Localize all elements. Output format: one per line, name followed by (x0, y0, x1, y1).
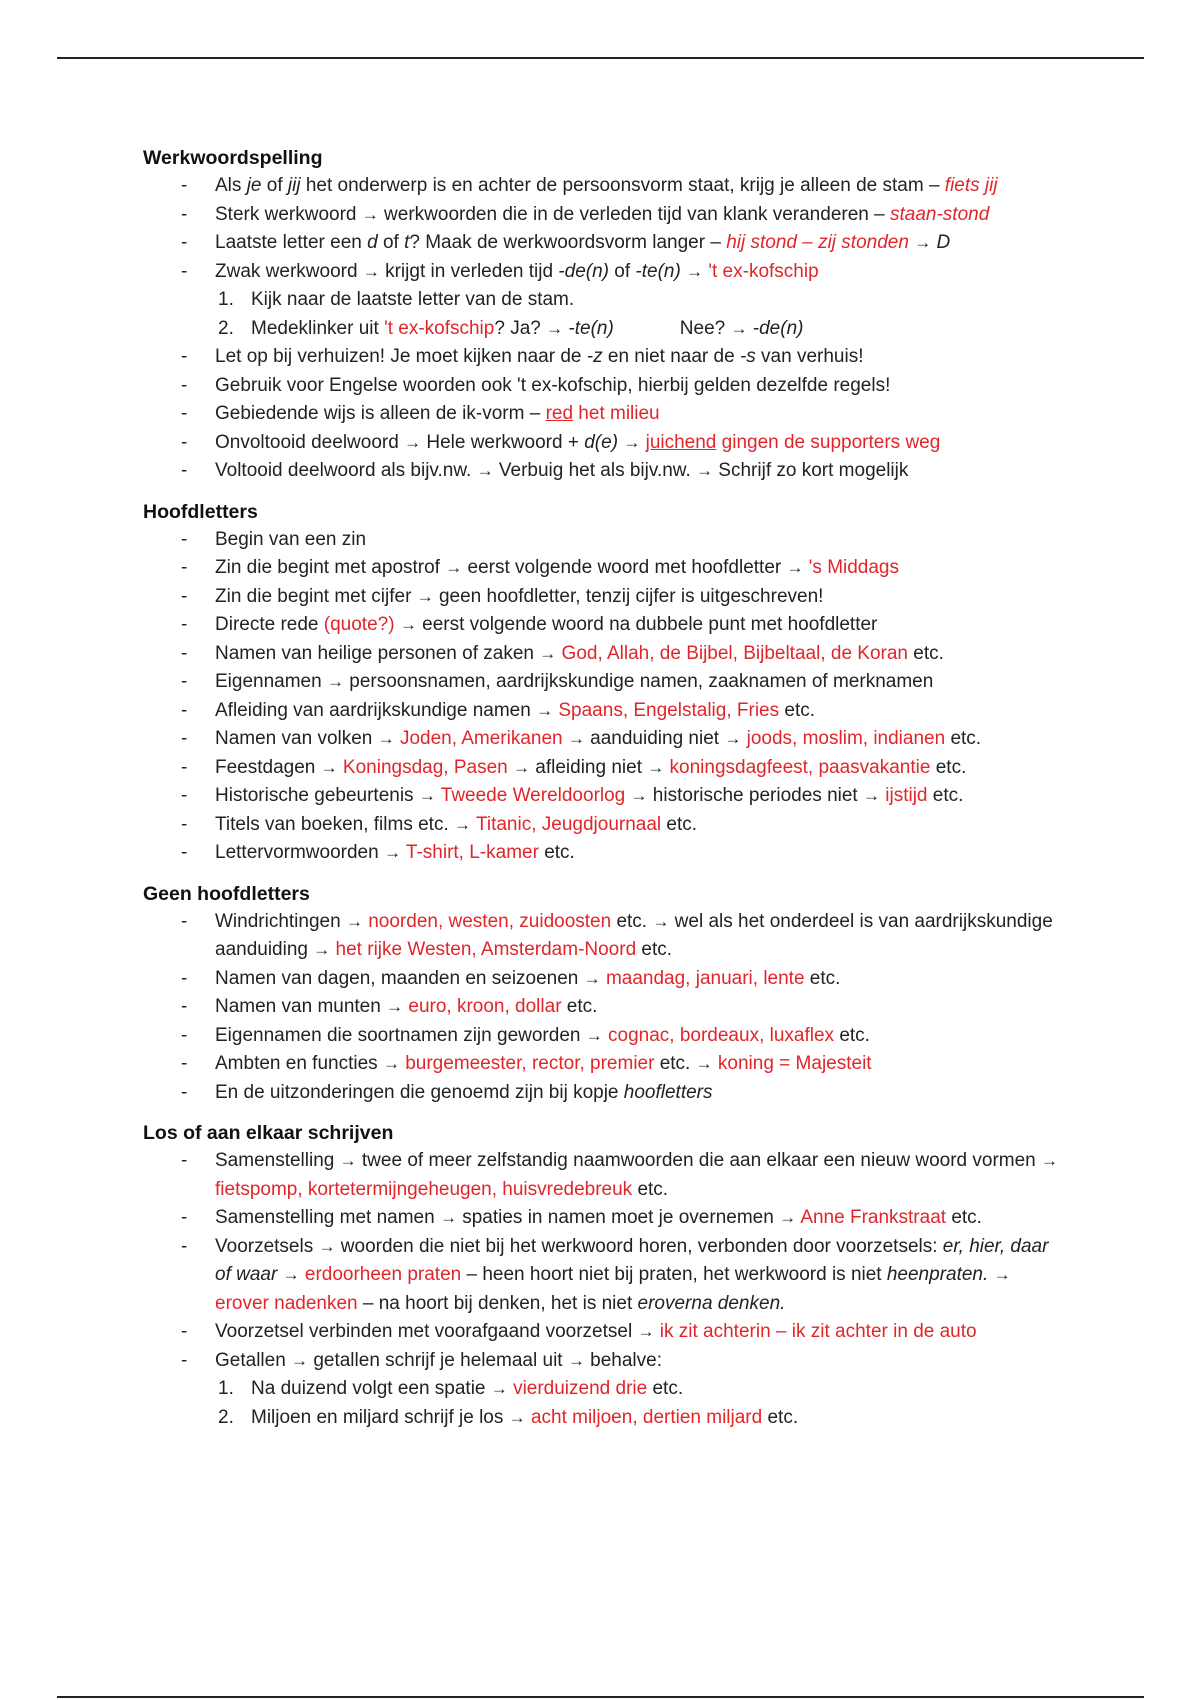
arrow-icon: → (282, 1265, 300, 1284)
arrow-icon: → (386, 997, 404, 1016)
arrow-icon: → (686, 261, 704, 281)
list-item: - Sterk werkwoord → werkwoorden die in de verleden tijd van klank veranderen – staan-stond (143, 201, 1063, 230)
arrow-icon: → (476, 461, 494, 480)
arrow-icon: → (647, 757, 665, 777)
arrow-icon: → (696, 461, 714, 480)
list-item: - Samenstelling met namen → spaties in namen moet je overnemen → Anne Frankstraat etc. (143, 1204, 1063, 1233)
bottom-rule (57, 1696, 1144, 1698)
arrow-icon: → (730, 318, 748, 338)
arrow-icon: → (508, 1407, 526, 1427)
section-werkwoordspelling (143, 144, 1063, 486)
arrow-icon: → (361, 204, 379, 224)
arrow-icon: → (313, 940, 331, 959)
arrow-icon: → (567, 729, 585, 748)
arrow-icon: → (786, 558, 804, 577)
list-item: - Voorzetsel verbinden met voorafgaand voorzetsel → ik zit achterin – ik zit achter in de auto (143, 1318, 1063, 1347)
arrow-icon: → (585, 1025, 603, 1045)
list-item: - Historische gebeurtenis → Tweede Wereldoorlog → historische periodes niet → ijstijd etc. (143, 782, 1063, 811)
arrow-icon: → (439, 1208, 457, 1227)
list-item: - Laatste letter een d of t? Maak de werkwoordsvorm langer – hij stond – zij stonden → D (143, 229, 1063, 258)
arrow-icon: → (382, 1054, 400, 1073)
list-item: - Namen van volken → Joden, Amerikanen → aanduiding niet → joods, moslim, indianen etc. (143, 725, 1063, 754)
list-item: - Windrichtingen → noorden, westen, zuidoosten etc. → wel als het onderdeel is van aardrijkskundige aanduiding → het rijke Westen, Amsterdam-Noord etc. (143, 908, 1063, 965)
arrow-icon: → (339, 1151, 357, 1170)
bullet-list (143, 1147, 1063, 1375)
top-rule (57, 57, 1144, 59)
arrow-icon: → (445, 558, 463, 577)
list-item: - Eigennamen → persoonsnamen, aardrijkskundige namen, zaaknamen of merknamen (143, 668, 1063, 697)
section-title: Hoofdletters (143, 500, 258, 523)
list-item: - Ambten en functies → burgemeester, rector, premier etc. → koning = Majesteit (143, 1050, 1063, 1079)
list-item: - Lettervormwoorden → T-shirt, L-kamer etc. (143, 839, 1063, 868)
document-body (143, 144, 1063, 1444)
arrow-icon: → (418, 786, 436, 805)
arrow-icon: → (779, 1208, 797, 1227)
bullet-list (143, 172, 1063, 286)
arrow-icon: → (404, 432, 422, 452)
arrow-icon: → (567, 1350, 585, 1370)
arrow-icon: → (377, 729, 395, 748)
arrow-icon: → (652, 911, 670, 931)
bullet-list (143, 343, 1063, 486)
numbered-item: 2. Miljoen en miljard schrijf je los → acht miljoen, dertien miljard etc. (218, 1406, 799, 1428)
arrow-icon: → (320, 757, 338, 777)
section-geen-hoofdletters (143, 880, 1063, 1108)
list-item: - Gebruik voor Engelse woorden ook 't ex-kofschip, hierbij gelden dezelfde regels! (143, 372, 1063, 401)
arrow-icon: → (536, 700, 554, 720)
bullet-list (143, 526, 1063, 868)
arrow-icon: → (583, 968, 601, 988)
list-item: - Als je of jij het onderwerp is en achter de persoonsvorm staat, krijg je alleen de stam – fiets jij (143, 172, 1063, 201)
bullet-list (143, 908, 1063, 1108)
arrow-icon: → (623, 432, 641, 452)
arrow-icon: → (399, 615, 417, 634)
section-hoofdletters (143, 498, 1063, 868)
numbered-list (143, 1375, 1063, 1432)
list-item: - Directe rede (quote?) → eerst volgende woord na dubbele punt met hoofdletter (143, 611, 1063, 640)
list-item: - Feestdagen → Koningsdag, Pasen → afleiding niet → koningsdagfeest, paasvakantie etc. (143, 754, 1063, 783)
arrow-icon: → (546, 318, 564, 338)
numbered-item: 2. Medeklinker uit 't ex-kofschip? Ja? → -te(n) Nee? → -de(n) (218, 317, 804, 339)
list-item: - Begin van een zin (143, 526, 1063, 555)
arrow-icon: → (1041, 1151, 1059, 1170)
list-item: - Voltooid deelwoord als bijv.nw. → Verbuig het als bijv.nw. → Schrijf zo kort mogelijk (143, 457, 1063, 486)
numbered-item: 1. Na duizend volgt een spatie → vierduizend drie etc. (218, 1378, 684, 1399)
list-item: - Getallen → getallen schrijf je helemaal uit → behalve: (143, 1347, 1063, 1376)
list-item: - Namen van heilige personen of zaken → God, Allah, de Bijbel, Bijbeltaal, de Koran etc. (143, 640, 1063, 669)
arrow-icon: → (326, 672, 344, 691)
list-item: - Gebiedende wijs is alleen de ik-vorm – red het milieu (143, 400, 1063, 429)
list-item: - Afleiding van aardrijkskundige namen → Spaans, Engelstalig, Fries etc. (143, 697, 1063, 726)
list-item: - Titels van boeken, films etc. → Titanic, Jeugdjournaal etc. (143, 811, 1063, 840)
list-item: - Let op bij verhuizen! Je moet kijken naar de -z en niet naar de -s van verhuis! (143, 343, 1063, 372)
list-item: - Eigennamen die soortnamen zijn geworden → cognac, bordeaux, luxaflex etc. (143, 1022, 1063, 1051)
arrow-icon: → (345, 911, 363, 931)
arrow-icon: → (539, 643, 557, 663)
list-item: - Namen van dagen, maanden en seizoenen → maandag, januari, lente etc. (143, 965, 1063, 994)
arrow-icon: → (318, 1236, 336, 1256)
arrow-icon: → (383, 843, 401, 862)
arrow-icon: → (637, 1322, 655, 1341)
numbered-list (143, 286, 1063, 343)
list-item: - Namen van munten → euro, kroon, dollar etc. (143, 993, 1063, 1022)
arrow-icon: → (993, 1265, 1011, 1284)
arrow-icon: → (416, 586, 434, 606)
section-los-of-aan-elkaar (143, 1119, 1063, 1432)
arrow-icon: → (630, 786, 648, 805)
section-title: Los of aan elkaar schrijven (143, 1122, 394, 1144)
arrow-icon: → (724, 729, 742, 748)
list-item: - Voorzetsels → woorden die niet bij het werkwoord horen, verbonden door voorzetsels: er, hier, daar of waar → erdoorheen praten – heen hoort niet bij praten, het werkwoord is niet heenpraten. → erover nadenken – na hoort bij denken, het is niet eroverna denken. (143, 1233, 1063, 1319)
arrow-icon: → (695, 1054, 713, 1073)
section-title: Geen hoofdletters (143, 882, 310, 905)
numbered-item: 1. Kijk naar de laatste letter van de stam. (218, 289, 575, 310)
list-item: - Zin die begint met apostrof → eerst volgende woord met hoofdletter → 's Middags (143, 554, 1063, 583)
arrow-icon: → (362, 261, 380, 281)
list-item: - En de uitzonderingen die genoemd zijn bij kopje hoofletters (143, 1079, 1063, 1108)
arrow-icon: → (914, 233, 932, 252)
arrow-icon: → (490, 1379, 508, 1398)
list-item: - Samenstelling → twee of meer zelfstandig naamwoorden die aan elkaar een nieuw woord vormen → fietspomp, kortetermijngeheugen, huisvredebreuk etc. (143, 1147, 1063, 1204)
arrow-icon: → (513, 757, 530, 777)
section-title: Werkwoordspelling (143, 147, 323, 169)
arrow-icon: → (291, 1350, 309, 1370)
list-item: - Zin die begint met cijfer → geen hoofdletter, tenzij cijfer is uitgeschreven! (143, 583, 1063, 612)
list-item: - Onvoltooid deelwoord → Hele werkwoord + d(e) → juichend gingen de supporters weg (143, 429, 1063, 458)
arrow-icon: → (454, 814, 472, 834)
arrow-icon: → (862, 786, 880, 805)
list-item: - Zwak werkwoord → krijgt in verleden tijd -de(n) of -te(n) → 't ex-kofschip (143, 258, 1063, 287)
